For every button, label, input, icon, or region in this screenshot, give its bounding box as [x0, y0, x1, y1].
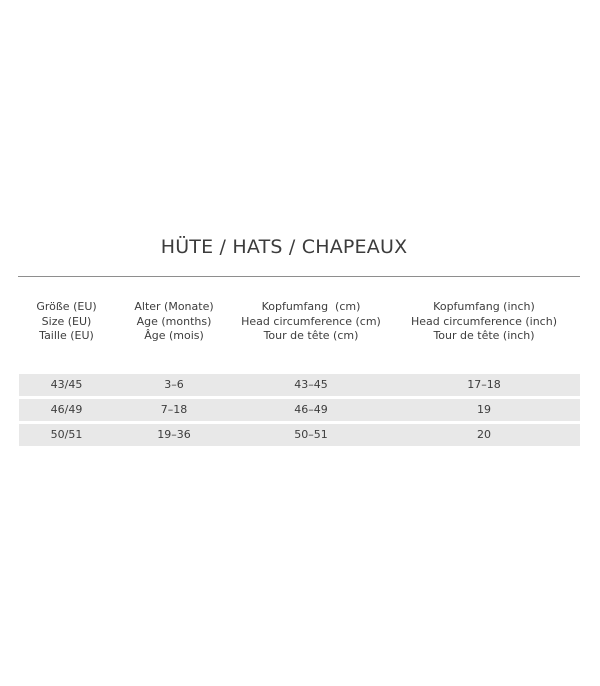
header-size: Größe (EU) Size (EU) Taille (EU) [36, 300, 97, 342]
cell-age: 19–36 [157, 428, 191, 441]
cell-cm: 50–51 [294, 428, 328, 441]
table-row [19, 399, 580, 421]
cell-age: 7–18 [160, 403, 188, 416]
title-divider [18, 276, 580, 277]
cell-size: 50/51 [50, 428, 83, 441]
cell-size: 46/49 [50, 403, 83, 416]
cell-inch: 20 [477, 428, 491, 441]
table-body [19, 374, 580, 446]
page-title: HÜTE / HATS / CHAPEAUX [160, 236, 408, 258]
cell-age: 3–6 [164, 378, 184, 391]
cell-inch: 17–18 [467, 378, 501, 391]
size-table [19, 300, 580, 449]
cell-size: 43/45 [50, 378, 83, 391]
header-head-circumference-inch: Kopfumfang (inch) Head circumference (inch) Tour de tête (inch) [411, 300, 557, 342]
table-header-row [19, 300, 580, 370]
header-head-circumference-cm: Kopfumfang (cm) Head circumference (cm) Tour de tête (cm) [241, 300, 381, 342]
cell-cm: 46–49 [294, 403, 328, 416]
cell-inch: 19 [477, 403, 491, 416]
table-row [19, 374, 580, 396]
cell-cm: 43–45 [294, 378, 328, 391]
header-age: Alter (Monate) Age (months) Âge (mois) [134, 300, 214, 342]
table-row [19, 424, 580, 446]
